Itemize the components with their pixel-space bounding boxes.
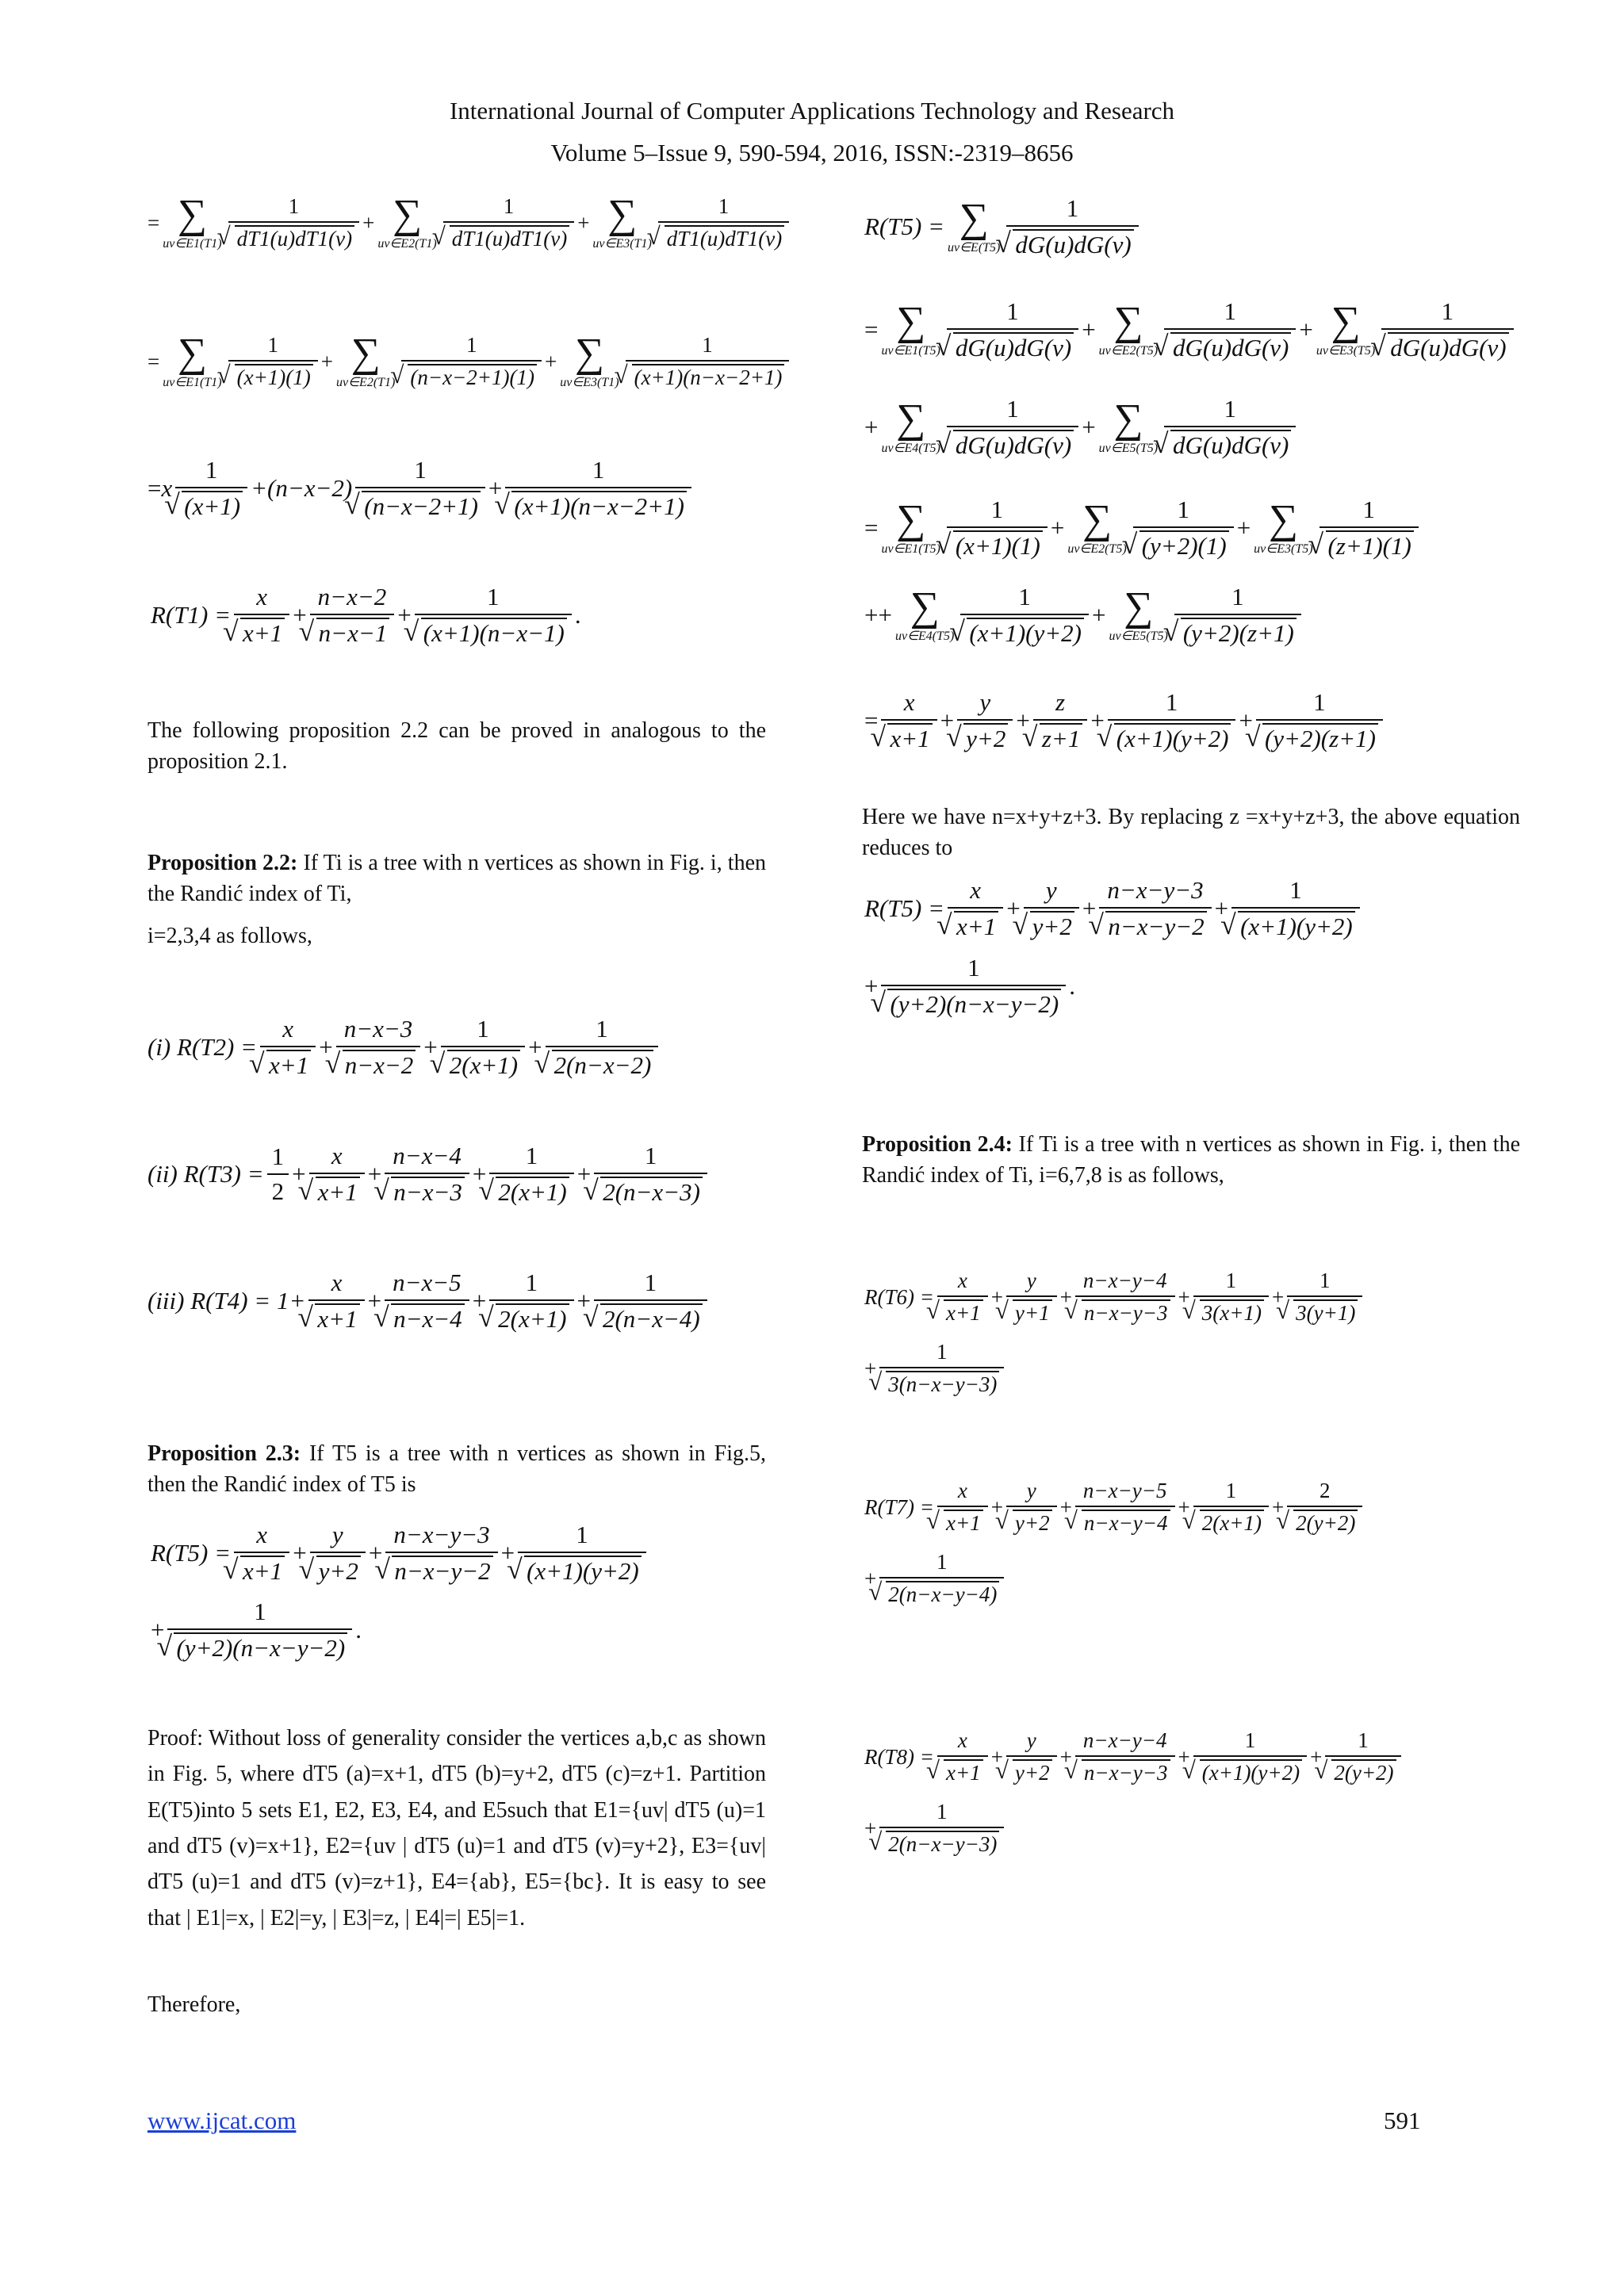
- proposition-2-3: Proposition 2.3: If T5 is a tree with n vertices as shown in Fig.5, then the Randić index of T5 is: [147, 1441, 767, 1497]
- eq-r-t5-xyz: = x √ x+1 + y √ y+2 + z √ z+1 + 1 √ (x+1)(y+2) + 1 √ (y+2)(z+1): [864, 688, 1386, 753]
- volume-line: Volume 5–Issue 9, 590-594, 2016, ISSN:-2319–8656: [550, 139, 1074, 166]
- eq-r-t5-sum: R(T5) = ∑ uv∈E(T5) 1 √ dG(u)dG(v): [864, 194, 1142, 259]
- eq-r-t8-cont: + 1 √ 2(n−x−y−3): [864, 1800, 1007, 1857]
- eq-t1-simplified: = x 1 √ (x+1) +(n−x−2) 1 √ (n−x−2+1) + 1 √ (x+1)(n−x−2+1): [147, 456, 695, 521]
- paragraph-analogous: The following proposition 2.2 can be proved in analogous to the proposition 2.1.: [147, 718, 766, 774]
- eq-r-t5-reduced: R(T5) = x √ x+1 + y √ y+2 + n−x−y−3 √ n−x−y−2 + 1 √ (x+1)(y+2): [864, 876, 1363, 941]
- proposition-2-2: Proposition 2.2: If Ti is a tree with n vertices as shown in Fig. i, then the Randić index of Ti,: [147, 851, 766, 906]
- page-number: 591: [1384, 2107, 1421, 2134]
- journal-website-link[interactable]: www.ijcat.com: [147, 2107, 297, 2134]
- eq-r-t6-cont: + 1 √ 3(n−x−y−3): [864, 1340, 1007, 1397]
- eq-r-t5-reduced-cont: + 1 √ (y+2)(n−x−y−2) .: [864, 954, 1075, 1019]
- eq-r-t5-partition-1: = ∑ uv∈E1(T5) 1 √ dG(u)dG(v) + ∑ uv∈E2(T5) 1 √ dG(u)dG(v) + ∑ uv∈E3(T5) 1 √ dG(u)dG(v): [864, 297, 1517, 362]
- eq-t1-sum-degrees: = ∑ uv∈E1(T1) 1 √ dT1(u)dT1(v) + ∑ uv∈E2(T1) 1 √ dT1(u)dT1(v) + ∑ uv∈E3(T1) 1 √ dT1(u)dT1(v): [147, 194, 792, 251]
- paragraph-replacing: Here we have n=x+y+z+3. By replacing z =x+y+z+3, the above equation reduces to: [862, 805, 1520, 860]
- eq-r-t5-values-1: = ∑ uv∈E1(T5) 1 √ (x+1)(1) + ∑ uv∈E2(T5) 1 √ (y+2)(1) + ∑ uv∈E3(T5) 1 √ (z+1)(1): [864, 496, 1422, 561]
- eq-r-t3: (ii) R(T3) = $\frac{1}{2}$ + x √ x+1 + n−x−4 √ n−x−3 + 1 √ 2(x+1) + 1 √ 2(n−x−3): [147, 1142, 710, 1207]
- eq-r-t5-partition-2: + ∑ uv∈E4(T5) 1 √ dG(u)dG(v) + ∑ uv∈E5(T5) 1 √ dG(u)dG(v): [864, 395, 1299, 460]
- proof-paragraph: Proof: Without loss of generality consider the vertices a,b,c as shown in Fig. 5, where dT5 (a)=x+1, dT5 (b)=y+2, dT5 (c)=z+1. Partition E(T5)into 5 sets E1, E2, E3, E4, and E5such that E1={uv| dT5 (u)=1 and dT5 (v)=x+1}, E2={uv | dT5 (u)=1 and dT5 (v)=y+2}, E3={uv| dT5 (u)=1 and dT5 (v)=z+1}, E4={ab}, E5={bc}. It is easy to see that | E1|=x, | E2|=y, | E3|=z, | E4|=| E5|=1.: [147, 1726, 766, 1931]
- eq-r-t1: R(T1) = x √ x+1 + n−x−2 √ n−x−1 + 1 √ (x+1)(n−x−1) .: [151, 583, 581, 648]
- eq-r-t7-cont: + 1 √ 2(n−x−y−4): [864, 1550, 1007, 1607]
- therefore-text: Therefore,: [147, 1992, 241, 2017]
- proposition-2-2-range: i=2,3,4 as follows,: [147, 924, 312, 948]
- eq-r-t5-values-2: ++ ∑ uv∈E4(T5) 1 √ (x+1)(y+2) + ∑ uv∈E5(T5) 1 √ (y+2)(z+1): [864, 583, 1304, 648]
- journal-title: International Journal of Computer Applications Technology and Research: [449, 97, 1175, 124]
- eq-prop23-r-t5-cont: + 1 √ (y+2)(n−x−y−2) .: [151, 1598, 362, 1663]
- eq-r-t7: R(T7) = x √ x+1 + y √ y+2 + n−x−y−5 √ n−x−y−4 + 1 √ 2(x+1) + 2 √ 2(y+2): [864, 1479, 1365, 1536]
- proposition-2-4: Proposition 2.4: If Ti is a tree with n vertices as shown in Fig. i, then the Randić index of Ti, i=6,7,8 is as follows,: [862, 1132, 1520, 1188]
- eq-prop23-r-t5: R(T5) = x √ x+1 + y √ y+2 + n−x−y−3 √ n−x−y−2 + 1 √ (x+1)(y+2): [151, 1521, 649, 1586]
- eq-t1-sum-values: = ∑ uv∈E1(T1) 1 √ (x+1)(1) + ∑ uv∈E2(T1) 1 √ (n−x−2+1)(1) + ∑ uv∈E3(T1) 1 √ (x+1)(n−x−2+1): [147, 333, 792, 390]
- eq-r-t6: R(T6) = x √ x+1 + y √ y+1 + n−x−y−4 √ n−x−y−3 + 1 √ 3(x+1) + 1 √ 3(y+1): [864, 1269, 1365, 1326]
- eq-r-t4: (iii) R(T4) = 1+ x √ x+1 + n−x−5 √ n−x−4 + 1 √ 2(x+1) + 1 √ 2(n−x−4): [147, 1269, 710, 1334]
- eq-r-t8: R(T8) = x √ x+1 + y √ y+2 + n−x−y−4 √ n−x−y−3 + 1 √ (x+1)(y+2) + 1 √ 2(y+2): [864, 1728, 1404, 1785]
- eq-r-t2: (i) R(T2) = x √ x+1 + n−x−3 √ n−x−2 + 1 √ 2(x+1) + 1 √ 2(n−x−2): [147, 1015, 661, 1080]
